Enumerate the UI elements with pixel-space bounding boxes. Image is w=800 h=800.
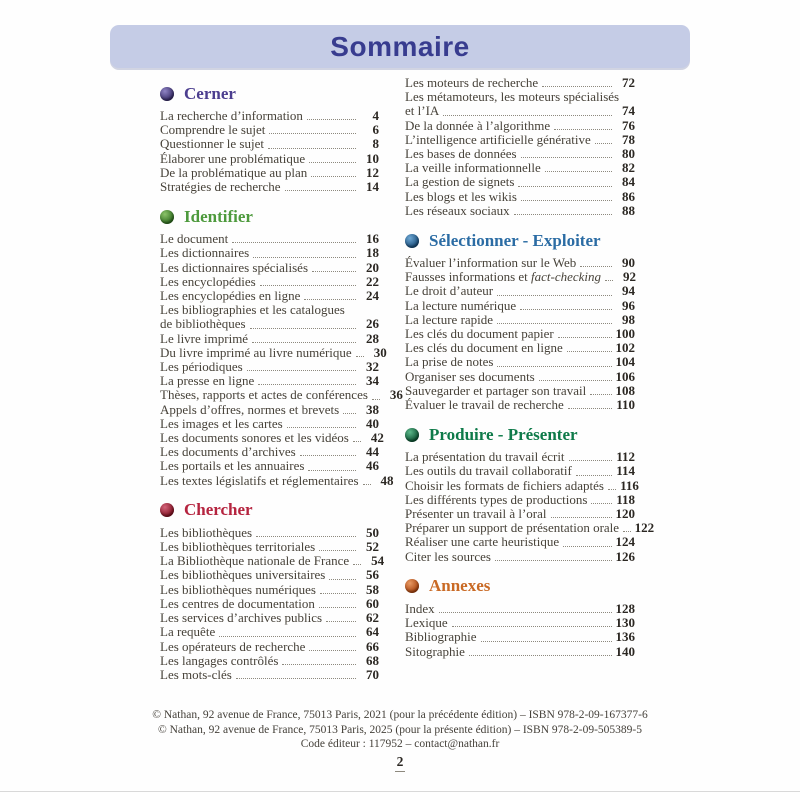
toc-entry-label: Fausses informations et fact-checking xyxy=(405,269,602,285)
dot-leader xyxy=(343,413,356,414)
toc-entry xyxy=(160,553,385,569)
toc-entry xyxy=(405,133,635,147)
toc-entry-label: Les bibliothèques xyxy=(160,524,253,540)
toc-entry xyxy=(160,344,387,360)
toc-entry-page: 32 xyxy=(366,359,379,375)
toc-entry-label: Les dictionnaires xyxy=(160,245,250,261)
toc-entry-label: La veille informationnelle xyxy=(405,160,541,176)
toc-entry-page: 84 xyxy=(622,174,635,190)
toc-entry-page: 24 xyxy=(366,288,379,304)
dot-leader xyxy=(452,626,612,627)
toc-entry-page: 74 xyxy=(622,103,635,119)
toc-entry-label: Lexique xyxy=(405,615,448,631)
dot-leader xyxy=(542,86,612,87)
toc-entry-label: Appels d’offres, normes et brevets xyxy=(160,401,340,417)
toc-entry-page: 120 xyxy=(615,506,635,522)
dot-leader xyxy=(258,384,356,385)
dot-leader xyxy=(363,484,371,485)
toc-entry xyxy=(405,104,635,118)
toc-entry-label: La gestion de signets xyxy=(405,174,515,190)
page-title-banner xyxy=(110,25,690,68)
toc-entry xyxy=(160,430,384,446)
toc-entry xyxy=(160,597,379,611)
toc-entry xyxy=(160,246,379,260)
toc-entry-label: Préparer un support de présentation orale xyxy=(405,520,620,536)
toc-entry xyxy=(160,568,379,582)
toc-entry-label: Les clés du document en ligne xyxy=(405,340,563,356)
toc-entry-label: Index xyxy=(405,600,435,616)
toc-entry xyxy=(405,630,635,644)
publisher-contact-line: Code éditeur : 117952 – contact@nathan.fr xyxy=(300,738,500,750)
dot-leader xyxy=(319,607,356,608)
toc-entry-page: 40 xyxy=(366,415,379,431)
toc-entry-page: 38 xyxy=(366,401,379,417)
toc-entry xyxy=(160,611,379,625)
toc-entry-page: 106 xyxy=(615,368,635,384)
toc-entry-label: Réaliser une carte heuristique xyxy=(405,534,560,550)
toc-entry-label: La lecture rapide xyxy=(405,311,494,327)
toc-entry xyxy=(405,645,635,659)
toc-entry xyxy=(405,299,635,313)
dot-leader xyxy=(353,441,361,442)
dot-leader xyxy=(236,678,356,679)
dot-leader xyxy=(439,612,612,613)
toc-entry xyxy=(160,459,379,473)
dot-leader xyxy=(282,664,356,665)
toc-entry-label: Sitographie xyxy=(405,643,465,659)
toc-entry xyxy=(160,625,379,639)
toc-entry-page: 6 xyxy=(372,122,379,138)
toc-entry-label: Les images et les cartes xyxy=(160,415,283,431)
toc-entry-label: L’intelligence artificielle générative xyxy=(405,131,591,147)
toc-entry xyxy=(160,152,379,166)
dot-leader xyxy=(443,115,612,116)
dot-leader xyxy=(287,427,356,428)
toc-entry xyxy=(405,161,635,175)
toc-entry-label: Le document xyxy=(160,231,229,247)
section-bullet-icon xyxy=(160,503,174,517)
toc-entry xyxy=(160,417,379,431)
dot-leader xyxy=(497,295,612,296)
toc-entry-page: 26 xyxy=(366,316,379,332)
toc-entry-label: Thèses, rapports et actes de conférences xyxy=(160,387,368,403)
toc-entry-continued-label: Les bibliographies et les catalogues xyxy=(160,302,345,318)
dot-leader xyxy=(256,536,356,537)
toc-entry-label: De la problématique au plan xyxy=(160,164,308,180)
toc-entry xyxy=(405,204,635,218)
toc-entry-page: 76 xyxy=(622,117,635,133)
dot-leader xyxy=(219,636,356,637)
toc-entry xyxy=(405,270,635,284)
section-title: Produire - Présenter xyxy=(429,424,578,444)
toc-column-right xyxy=(405,75,655,659)
dot-leader xyxy=(372,399,380,400)
toc-entry-label: Les blogs et les wikis xyxy=(405,188,517,204)
toc-entry-page: 96 xyxy=(622,297,635,313)
toc-entry xyxy=(405,76,635,90)
toc-entry-page: 66 xyxy=(366,638,379,654)
toc-entry-page: 8 xyxy=(372,136,379,152)
dot-leader xyxy=(623,531,631,532)
toc-entry-page: 82 xyxy=(622,160,635,176)
toc-entry xyxy=(160,403,379,417)
section-bullet-icon xyxy=(405,579,419,593)
toc-entry xyxy=(160,166,379,180)
toc-entry-page: 46 xyxy=(366,458,379,474)
toc-entry-label: Élaborer une problématique xyxy=(160,150,306,166)
section-bullet-icon xyxy=(405,428,419,442)
toc-entry xyxy=(405,313,635,327)
toc-entry-label: Choisir les formats de fichiers adaptés xyxy=(405,477,604,493)
section-title: Cerner xyxy=(184,83,236,103)
toc-entry xyxy=(405,507,635,521)
toc-entry-page: 104 xyxy=(615,354,635,370)
toc-entry xyxy=(405,355,635,369)
toc-entry-label: Les portails et les annuaires xyxy=(160,458,305,474)
dot-leader xyxy=(268,148,356,149)
dot-leader xyxy=(514,214,612,215)
toc-entry-label: Organiser ses documents xyxy=(405,368,535,384)
toc-entry-page: 60 xyxy=(366,595,379,611)
toc-entry xyxy=(160,526,379,540)
dot-leader xyxy=(497,323,612,324)
dot-leader xyxy=(595,143,612,144)
toc-entry xyxy=(405,119,635,133)
toc-entry-label: Le livre imprimé xyxy=(160,330,249,346)
toc-entry-page: 28 xyxy=(366,330,379,346)
copyright-line: © Nathan, 92 avenue de France, 75013 Paris, 2021 (pour la précédente édition) – ISBN 978-2-09-167377-6 xyxy=(152,709,648,721)
toc-entry-page: 124 xyxy=(615,534,635,550)
section-header-annexes xyxy=(405,577,635,596)
toc-entry-label: Le droit d’auteur xyxy=(405,283,494,299)
toc-entry xyxy=(160,332,379,346)
dot-leader xyxy=(518,186,612,187)
dot-leader xyxy=(326,621,356,622)
section-header-chercher xyxy=(160,501,379,520)
dot-leader xyxy=(250,328,356,329)
toc-entry-label: La lecture numérique xyxy=(405,297,517,313)
toc-entry-label: La présentation du travail écrit xyxy=(405,449,565,465)
toc-entry-label: Les périodiques xyxy=(160,359,243,375)
toc-entry xyxy=(160,472,394,488)
page-number: 2 xyxy=(395,754,406,772)
toc-entry-page: 116 xyxy=(620,477,639,493)
toc-entry-page: 136 xyxy=(615,629,635,645)
dot-leader xyxy=(545,171,612,172)
toc-entry xyxy=(405,398,635,412)
dot-leader xyxy=(311,176,356,177)
dot-leader xyxy=(312,271,356,272)
toc-entry-label: Les centres de documentation xyxy=(160,595,315,611)
toc-entry-label: Les services d’archives publics xyxy=(160,610,323,626)
toc-entry xyxy=(160,289,379,303)
toc-entry xyxy=(160,654,379,668)
toc-entry-page: 122 xyxy=(634,520,655,536)
toc-entry-page: 58 xyxy=(366,581,379,597)
toc-entry xyxy=(160,374,379,388)
toc-entry-label: Les outils du travail collaboratif xyxy=(405,463,572,479)
dot-leader xyxy=(309,162,356,163)
toc-entry-page: 54 xyxy=(371,553,385,569)
toc-entry-label: Les dictionnaires spécialisés xyxy=(160,259,309,275)
section-header-selectionner-exploiter xyxy=(405,231,635,250)
dot-leader xyxy=(285,190,356,191)
dot-leader xyxy=(481,641,613,642)
dot-leader xyxy=(497,366,612,367)
toc-entry-page: 140 xyxy=(615,643,635,659)
dot-leader xyxy=(269,133,356,134)
dot-leader xyxy=(353,564,361,565)
dot-leader xyxy=(495,560,612,561)
toc-entry-label: La recherche d’information xyxy=(160,108,303,123)
dot-leader xyxy=(605,280,613,281)
toc-entry-page: 56 xyxy=(366,567,379,583)
toc-entry-label: Les mots-clés xyxy=(160,666,232,682)
toc-entry xyxy=(405,450,635,464)
toc-entry-page: 80 xyxy=(622,146,635,162)
toc-entry xyxy=(160,445,379,459)
dot-leader xyxy=(300,455,356,456)
toc-entry-page: 44 xyxy=(366,444,379,460)
dot-leader xyxy=(554,129,612,130)
dot-leader xyxy=(247,370,356,371)
toc-entry-label: Les documents d’archives xyxy=(160,444,296,460)
toc-entry xyxy=(405,550,635,564)
toc-entry xyxy=(160,583,379,597)
toc-entry-page: 14 xyxy=(366,179,379,195)
toc-entry xyxy=(405,602,635,616)
dot-leader xyxy=(551,517,613,518)
section-bullet-icon xyxy=(160,87,174,101)
bottom-divider xyxy=(0,791,800,792)
toc-entry-label: Les différents types de productions xyxy=(405,491,588,507)
section-title: Sélectionner - Exploiter xyxy=(429,230,601,250)
section-header-produire-presenter xyxy=(405,425,635,444)
toc-entry-label: La requête xyxy=(160,624,216,640)
toc-entry-label: Les bibliothèques numériques xyxy=(160,581,316,597)
toc-entry-page: 42 xyxy=(370,430,384,446)
dot-leader xyxy=(260,285,356,286)
toc-entry-label: Présenter un travail à l’oral xyxy=(405,506,547,522)
toc-entry xyxy=(160,640,379,654)
toc-entry-page: 126 xyxy=(615,548,635,564)
dot-leader xyxy=(539,380,612,381)
toc-entry-label: Les bases de données xyxy=(405,146,517,162)
dot-leader xyxy=(308,470,356,471)
toc-entry-page: 52 xyxy=(366,539,379,555)
toc-entry-label: Comprendre le sujet xyxy=(160,122,266,138)
dot-leader xyxy=(232,242,356,243)
dot-leader xyxy=(320,593,356,594)
toc-entry-label: Les clés du document papier xyxy=(405,326,554,342)
toc-entry-page: 48 xyxy=(380,472,394,488)
dot-leader xyxy=(307,119,356,120)
toc-entry-label: Citer les sources xyxy=(405,548,491,564)
toc-entry-label: Les bibliothèques territoriales xyxy=(160,539,316,555)
toc-entry xyxy=(160,261,379,275)
toc-entry-page: 94 xyxy=(622,283,635,299)
toc-entry-page: 130 xyxy=(615,615,635,631)
toc-entry-label: et l’IA xyxy=(405,103,440,119)
toc-entry xyxy=(160,109,379,123)
dot-leader xyxy=(569,460,612,461)
toc-entry xyxy=(405,477,639,493)
dot-leader xyxy=(591,503,612,504)
dot-leader xyxy=(319,550,356,551)
toc-entry xyxy=(405,147,635,161)
toc-entry-label: Les réseaux sociaux xyxy=(405,202,510,218)
toc-entry-page: 70 xyxy=(366,666,379,682)
toc-entry-label: Du livre imprimé au livre numérique xyxy=(160,344,352,360)
toc-entry-page: 114 xyxy=(616,463,635,479)
toc-entry-label: Sauvegarder et partager son travail xyxy=(405,382,587,398)
section-header-cerner xyxy=(160,84,379,103)
toc-entry xyxy=(405,464,635,478)
toc-entry-page: 92 xyxy=(623,269,637,285)
toc-entry-continued-label: Les métamoteurs, les moteurs spécialisés xyxy=(405,89,620,105)
toc-entry-label: De la donnée à l’algorithme xyxy=(405,117,551,133)
toc-entry-page: 128 xyxy=(615,600,635,616)
toc-entry xyxy=(160,387,403,403)
toc-entry-label: Les documents sonores et les vidéos xyxy=(160,430,349,446)
dot-leader xyxy=(558,337,612,338)
toc-entry xyxy=(405,190,635,204)
section-title: Annexes xyxy=(429,576,491,596)
toc-column-left xyxy=(160,76,403,682)
toc-entry-page: 100 xyxy=(615,326,635,342)
dot-leader xyxy=(567,351,612,352)
toc-entry-page: 34 xyxy=(366,373,379,389)
page-number-container xyxy=(0,753,800,772)
toc-entry-page: 88 xyxy=(622,202,635,218)
section-title: Chercher xyxy=(184,500,253,520)
toc-entry-label: Les textes législatifs et réglementaires xyxy=(160,472,359,488)
toc-entry-page: 86 xyxy=(622,188,635,204)
toc-entry-page: 62 xyxy=(366,610,379,626)
toc-entry-label: Bibliographie xyxy=(405,629,477,645)
toc-entry-page: 102 xyxy=(615,340,635,356)
toc-entry xyxy=(160,123,379,137)
toc-entry-page: 90 xyxy=(622,255,635,271)
toc-entry-label: Évaluer l’information sur le Web xyxy=(405,255,577,271)
toc-entry xyxy=(160,317,379,331)
dot-leader xyxy=(563,546,612,547)
toc-entry xyxy=(160,180,379,194)
page-title: Sommaire xyxy=(330,30,470,62)
toc-entry-page: 12 xyxy=(366,164,379,180)
toc-entry-page: 110 xyxy=(616,397,635,413)
toc-entry xyxy=(405,384,635,398)
toc-entry-page: 36 xyxy=(389,387,403,403)
toc-entry-label: Les encyclopédies en ligne xyxy=(160,288,301,304)
toc-entry-label: Les bibliothèques universitaires xyxy=(160,567,326,583)
dot-leader xyxy=(252,342,356,343)
dot-leader xyxy=(568,408,612,409)
toc-entry-label: La presse en ligne xyxy=(160,373,255,389)
toc-entry xyxy=(160,668,379,682)
dot-leader xyxy=(520,309,612,310)
toc-entry-page: 68 xyxy=(366,652,379,668)
dot-leader xyxy=(608,489,616,490)
toc-entry-label: Stratégies de recherche xyxy=(160,179,281,195)
toc-entry xyxy=(160,232,379,246)
toc-entry-page: 108 xyxy=(615,382,635,398)
toc-entry-page: 16 xyxy=(366,231,379,247)
toc-entry xyxy=(405,284,635,298)
toc-entry-label: Les opérateurs de recherche xyxy=(160,638,306,654)
toc-entry-page: 22 xyxy=(366,273,379,289)
toc-entry-page: 18 xyxy=(366,245,379,261)
copyright-line: © Nathan, 92 avenue de France, 75013 Paris, 2025 (pour la présente édition) – ISBN 978-2-09-505389-5 xyxy=(158,723,642,736)
dot-leader xyxy=(309,650,356,651)
section-bullet-icon xyxy=(160,210,174,224)
toc-entry xyxy=(160,137,379,151)
toc-entry-page: 78 xyxy=(622,131,635,147)
toc-entry xyxy=(405,616,635,630)
section-bullet-icon xyxy=(405,234,419,248)
dot-leader xyxy=(590,394,612,395)
toc-entry xyxy=(405,535,635,549)
dot-leader xyxy=(469,655,612,656)
toc-entry-page: 30 xyxy=(373,344,387,360)
toc-entry-label: La prise de notes xyxy=(405,354,494,370)
toc-entry-page: 112 xyxy=(616,449,635,465)
toc-entry-label: Les encyclopédies xyxy=(160,273,256,289)
toc-entry xyxy=(405,327,635,341)
toc-entry xyxy=(405,175,635,189)
dot-leader xyxy=(521,157,612,158)
toc-entry xyxy=(405,493,635,507)
toc-entry xyxy=(405,520,655,536)
toc-entry xyxy=(160,360,379,374)
dot-leader xyxy=(304,299,356,300)
copyright-footer xyxy=(0,708,800,752)
dot-leader xyxy=(356,356,364,357)
dot-leader xyxy=(580,266,612,267)
toc-entry xyxy=(160,540,379,554)
toc-entry-label: Questionner le sujet xyxy=(160,136,264,152)
dot-leader xyxy=(253,257,356,258)
toc-entry-label: Les langages contrôlés xyxy=(160,652,279,668)
toc-entry-page: 4 xyxy=(372,108,379,123)
toc-entry-page: 98 xyxy=(622,311,635,327)
toc-entry-page: 72 xyxy=(622,75,635,90)
toc-entry-label: Les moteurs de recherche xyxy=(405,75,539,90)
toc-entry xyxy=(405,256,635,270)
toc-entry-page: 118 xyxy=(616,491,635,507)
section-header-identifier xyxy=(160,207,379,226)
dot-leader xyxy=(521,200,612,201)
dot-leader xyxy=(576,475,612,476)
toc-entry-page: 10 xyxy=(366,150,379,166)
toc-entry-label: La Bibliothèque nationale de France xyxy=(160,553,350,569)
toc-entry-page: 50 xyxy=(366,524,379,540)
toc-entry-label: de bibliothèques xyxy=(160,316,246,332)
toc-entry-page: 64 xyxy=(366,624,379,640)
dot-leader xyxy=(329,579,356,580)
section-title: Identifier xyxy=(184,206,253,226)
toc-entry-label: Évaluer le travail de recherche xyxy=(405,397,564,413)
toc-entry-page: 20 xyxy=(366,259,379,275)
toc-entry xyxy=(405,341,635,355)
toc-entry xyxy=(405,370,635,384)
toc-entry xyxy=(160,275,379,289)
